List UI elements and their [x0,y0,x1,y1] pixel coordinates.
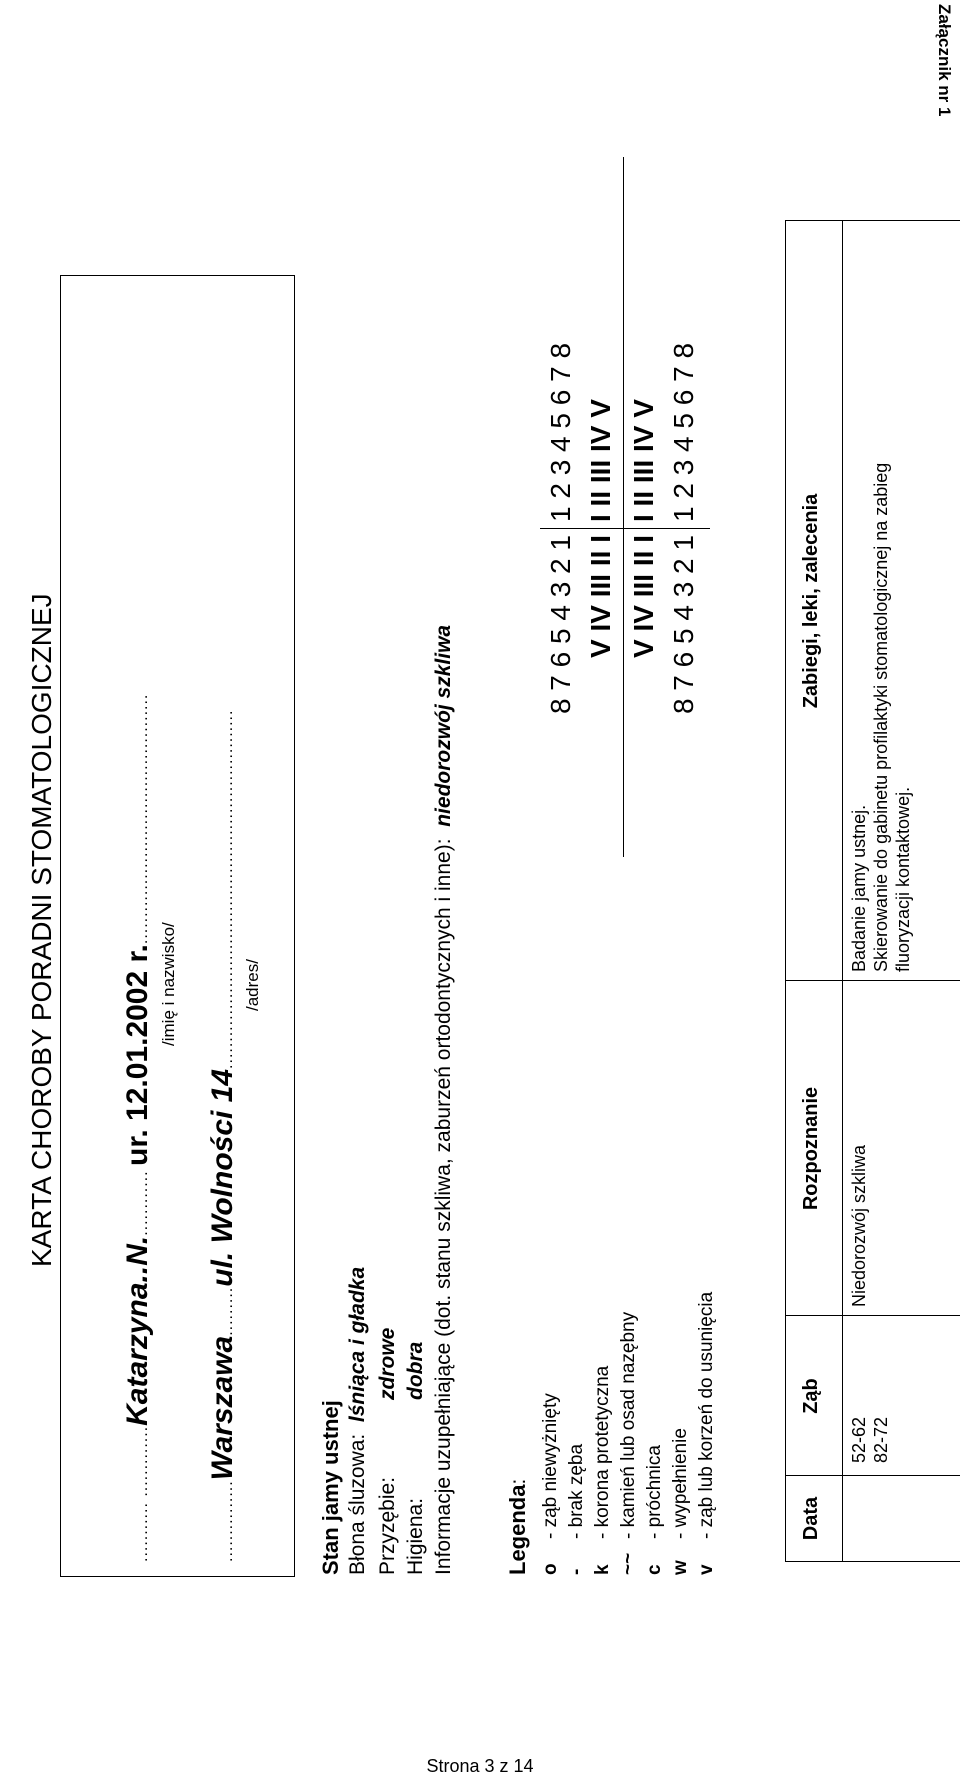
info-value: niedorozwój szkliwa [432,624,455,827]
legend-heading: Legenda: [505,1478,530,1575]
legend-item: ~~- kamień lub osad nazębny [618,1311,639,1575]
hygiene-row: Higiena: dobra [404,1341,427,1575]
legend-item: o- ząb niewyżnięty [540,1393,561,1575]
mucosa-row: Błona śluzowa: lśniąca i gładka [346,1266,369,1575]
lower-left-deciduous: V IV III II I [628,535,659,658]
cell-treatment-3: fluoryzacji kontaktowej. [893,786,913,972]
patient-id-box [60,275,295,1577]
upper-left-deciduous: V IV III II I [585,535,616,658]
patient-name-line: ........... .............Katarzyna..N............. ur. 12.01.2002 r............................................... [121,693,154,1562]
chart-horizontal-divider [623,157,624,857]
header-tooth: Ząb [800,1378,822,1414]
legend-item: c- próchnica [644,1445,665,1575]
legend-item: k- korona protetyczna [592,1365,613,1575]
cell-diagnosis: Niedorozwój szkliwa [849,1144,869,1307]
legend-list [540,1292,722,1575]
gums-value: zdrowe [376,1327,399,1400]
legend-item: w- wypełnienie [670,1428,691,1575]
upper-right-teeth: 1 2 3 4 5 6 7 8 [545,342,576,522]
lower-left-teeth: 8 7 6 5 4 3 2 1 [668,535,699,715]
attachment-label: Załącznik nr 1 [935,4,954,117]
name-caption: /imię i nazwisko/ [159,922,178,1046]
oral-heading: Stan jamy ustnej [318,1400,343,1575]
cell-treatment-1: Badanie jamy ustnej. [849,804,869,972]
cell-treatment-2: Skierowanie do gabinetu profilaktyki stomatologicznej na zabieg [871,462,891,972]
treatment-table [785,220,960,1562]
address-caption: /adres/ [243,959,262,1011]
hygiene-value: dobra [404,1341,427,1400]
legend-item: -- brak zęba [566,1443,587,1575]
cell-tooth-2: 82-72 [871,1416,891,1463]
header-diagnosis: Rozpoznanie [800,1086,822,1211]
table-header-divider [842,221,843,1561]
city: Warszawa [206,1335,239,1481]
patient-name: Katarzyna..N. [121,1235,154,1426]
legend-item: v- ząb lub korzeń do usunięcia [696,1291,717,1575]
header-data: Data [800,1496,822,1541]
address-line: ...............Warszawa.........ul. Wolności 14.................................................................. [206,709,239,1562]
lower-right-deciduous: I II III IV V [628,399,659,522]
page-title: KARTA CHOROBY PORADNI STOMATOLOGICZNEJ [26,593,57,1267]
gums-row: Przyzębie: zdrowe [376,1327,399,1575]
mucosa-value: lśniąca i gładka [346,1266,369,1423]
upper-left-teeth: 8 7 6 5 4 3 2 1 [545,535,576,715]
street-address: ul. Wolności 14 [206,1068,239,1287]
page-footer: Strona 3 z 14 [426,1756,534,1776]
info-row: Informacje uzupełniające (dot. stanu szkliwa, zaburzeń ortodontycznych i inne): niedorozwój szkliwa [432,624,455,1575]
upper-right-deciduous: I II III IV V [585,399,616,522]
lower-right-teeth: 1 2 3 4 5 6 7 8 [668,342,699,522]
chart-vertical-divider [540,528,710,529]
cell-tooth-1: 52-62 [849,1416,869,1463]
birth-date: ur. 12.01.2002 r. [121,944,154,1166]
header-treatment: Zabiegi, leki, zalecenia [800,493,822,709]
